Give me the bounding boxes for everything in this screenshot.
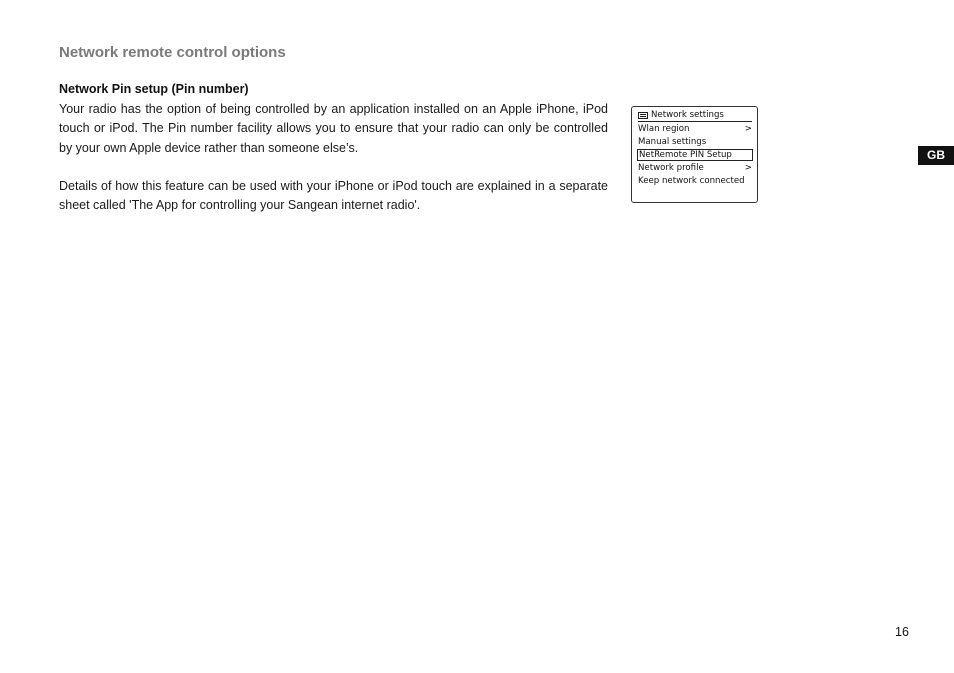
page-number: 16 xyxy=(895,625,909,639)
paragraph-intro: Your radio has the option of being controlled by an application installed on an Apple iPhone, iPod touch or iPod. The Pin number facility allows you to ensure that your radio can only be controlled by your own Apple device rather than someone else’s. xyxy=(59,102,608,155)
section-title: Network remote control options xyxy=(59,44,286,61)
lcd-title: Network settings xyxy=(651,110,724,120)
lcd-item-manual-settings xyxy=(637,136,753,148)
subsection-title: Network Pin setup (Pin number) xyxy=(59,82,249,96)
lcd-item-label: Network profile xyxy=(638,163,704,173)
lcd-item-label: NetRemote PIN Setup xyxy=(639,150,732,160)
lcd-screen-illustration xyxy=(631,106,758,203)
paragraph-details: Details of how this feature can be used with your iPhone or iPod touch are explained in a separate sheet called 'The App for controlling your Sangean internet radio'. xyxy=(59,179,608,213)
lcd-item-netremote-pin-setup xyxy=(637,149,753,161)
chevron-right-icon: > xyxy=(744,163,752,173)
language-tab: GB xyxy=(918,146,954,165)
lcd-item-keep-network-connected xyxy=(637,175,753,187)
lcd-header xyxy=(638,109,752,122)
lcd-item-network-profile xyxy=(637,162,753,174)
chevron-right-icon: > xyxy=(744,124,752,134)
lcd-item-label: Wlan region xyxy=(638,124,690,134)
lcd-item-label: Manual settings xyxy=(638,137,707,147)
lcd-item-wlan-region xyxy=(637,123,753,135)
lcd-item-label: Keep network connected xyxy=(638,176,745,186)
menu-list-icon xyxy=(638,112,648,119)
